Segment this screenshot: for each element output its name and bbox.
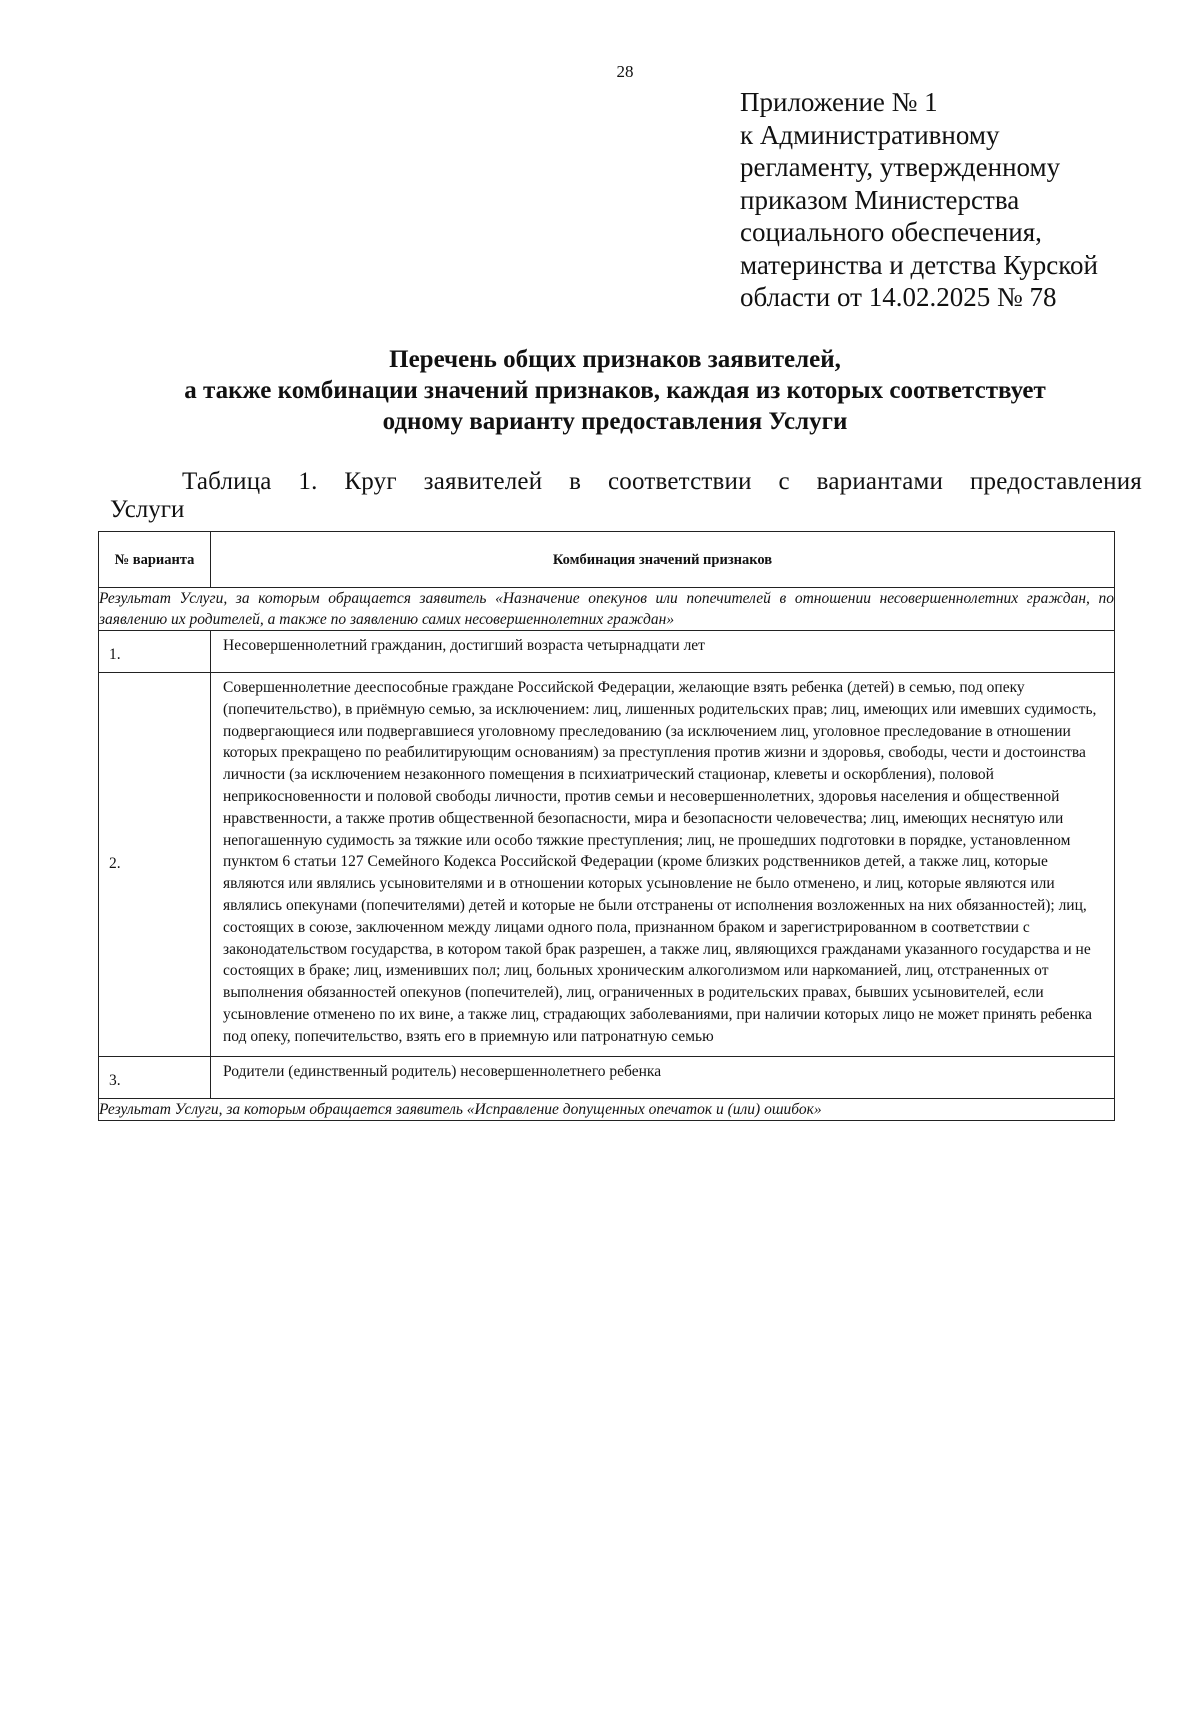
row-number: 2. xyxy=(99,673,211,1057)
result-row xyxy=(99,1098,1115,1120)
table-caption-line: Услуги xyxy=(110,496,185,523)
table-row xyxy=(99,673,1115,1057)
table-row xyxy=(99,1056,1115,1098)
appendix-line: Приложение № 1 xyxy=(740,87,938,117)
table-caption xyxy=(110,468,1142,524)
appendix-line: регламенту, утвержденному xyxy=(740,152,1061,182)
row-text: Несовершеннолетний гражданин, достигший возраста четырнадцати лет xyxy=(211,631,1115,673)
result-text: Результат Услуги, за которым обращается заявитель «Назначение опекунов или попечителей в отношении несовершеннолетних граждан, по заявлению их родителей, а также по заявлению самих несовершеннолетних граждан» xyxy=(99,588,1115,631)
appendix-block xyxy=(740,86,1180,314)
variants-table xyxy=(98,531,1115,1121)
table-header-row xyxy=(99,532,1115,588)
row-number: 1. xyxy=(99,631,211,673)
appendix-line: приказом Министерства xyxy=(740,184,1020,215)
row-number: 3. xyxy=(99,1056,211,1098)
result-row xyxy=(99,588,1115,631)
document-title xyxy=(100,344,1130,437)
row-text: Совершеннолетние дееспособные граждане Российской Федерации, желающие взять ребенка (детей) в семью, под опеку (попечительство), в приёмную семью, за исключением: лиц, лишенных родительских прав; лиц, имеющих или имевших судимость, подвергающиеся или подвергавшиеся уголовному преследованию (за исключением лиц, уголовное преследование в отношении которых прекращено по реабилитирующим основаниям) за преступления против жизни и здоровья, свободы, чести и достоинства личности (за исключением незаконного помещения в психиатрический стационар, клеветы и оскорбления), половой неприкосновенности и половой свободы личности, против семьи и несовершеннолетних, здоровья населения и общественной нравственности, а также против общественной безопасности, мира и безопасности человечества; лиц, имеющих неснятую или непогашенную судимость за тяжкие или особо тяжкие преступления; лиц, не прошедших подготовки в порядке, установленном пунктом 6 статьи 127 Семейного Кодекса Российской Федерации (кроме близких родственников детей, а также лиц, которые являются или являлись усыновителями и в отношении которых усыновление не было отменено, и лиц, которые являются или являлись опекунами (попечителями) детей и которые не были отстранены от исполнения возложенных на них обязанностей); лиц, состоящих в союзе, заключенном между лицами одного пола, признанном браком и зарегистрированном в соответствии с законодательством государства, в котором такой брак разрешен, а также лиц, являющихся гражданами указанного государства и не состоящих в браке; лиц, изменивших пол; лиц, больных хроническим алкоголизмом или наркоманией, лиц, отстраненных от выполнения обязанностей опекунов (попечителей), лиц, ограниченных в родительских правах, бывших усыновителей, если усыновление отменено по их вине, а также лиц, страдающих заболеваниями, при наличии которых лицо не может принять ребенка под опеку, попечительство, взять его в приемную или патронатную семью xyxy=(211,673,1115,1057)
header-number: № варианта xyxy=(99,532,211,588)
title-line: одному варианту предоставления Услуги xyxy=(382,408,848,435)
table-row xyxy=(99,631,1115,673)
title-line: а также комбинации значений признаков, каждая из которых соответствует xyxy=(184,377,1046,404)
page-number: 28 xyxy=(616,62,634,81)
header-combination: Комбинация значений признаков xyxy=(211,532,1115,588)
appendix-line: социального обеспечения, xyxy=(740,217,1042,247)
title-line: Перечень общих признаков заявителей, xyxy=(389,346,841,373)
result-text: Результат Услуги, за которым обращается заявитель «Исправление допущенных опечаток и (или) ошибок» xyxy=(99,1098,1115,1120)
table-caption-line: Таблица 1. Круг заявителей в соответствии с вариантами предоставления xyxy=(182,468,1142,495)
appendix-line: материнства и детства Курской xyxy=(740,249,1098,280)
row-text: Родители (единственный родитель) несовершеннолетнего ребенка xyxy=(211,1056,1115,1098)
appendix-line: к Административному xyxy=(740,119,1000,150)
appendix-line: области от 14.02.2025 № 78 xyxy=(740,282,1057,312)
